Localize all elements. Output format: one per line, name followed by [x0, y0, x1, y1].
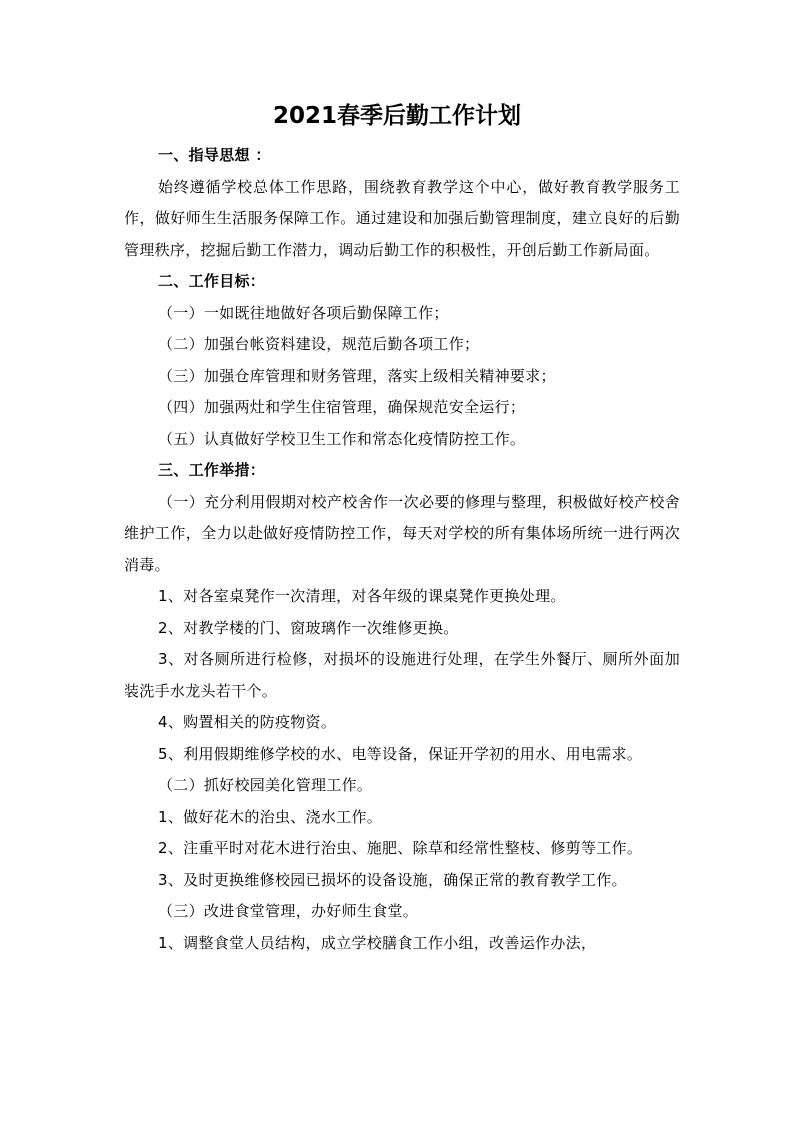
list-item: 3、及时更换维修校园已损坏的设备设施，确保正常的教育教学工作。: [158, 870, 627, 889]
section-heading: 三、工作举措：: [158, 461, 266, 479]
subsection-heading: （三）改进食堂管理，办好师生食堂。: [158, 902, 419, 920]
list-item: 4、购置相关的防疫物资。: [158, 713, 337, 731]
list-item: （二）加强台帐资料建设，规范后勤各项工作；: [158, 335, 480, 353]
section-heading: 二、工作目标：: [158, 272, 266, 290]
list-item: 1、对各室桌凳作一次清理，对各年级的课桌凳作更换处理。: [158, 587, 566, 605]
list-item: 2、对教学楼的门、窗玻璃作一次维修更换。: [158, 618, 459, 637]
paragraph: （一）充分利用假期对校产校舍作一次必要的修理与整理，积极做好校产校舍维护工作，全力以赴做好疫情防控工作，每天对学校的所有集体场所统一进行两次消毒。: [124, 492, 680, 574]
document-title: 2021春季后勤工作计划: [272, 103, 521, 129]
subsection-heading: （二）抓好校园美化管理工作。: [158, 776, 373, 794]
list-item: 1、做好花木的治虫、浇水工作。: [158, 807, 383, 826]
list-item: 1、调整食堂人员结构，成立学校膳食工作小组，改善运作办法，: [158, 933, 597, 952]
list-item: 2、注重平时对花木进行治虫、施肥、除草和经常性整枝、修剪等工作。: [158, 839, 643, 857]
section-heading: 一、指导思想 ：: [158, 146, 271, 164]
list-item: 5、利用假期维修学校的水、电等设备，保证开学初的用水、用电需求。: [158, 744, 643, 763]
list-item: 3、对各厕所进行检修，对损坏的设施进行处理，在学生外餐厅、厕所外面加装洗手水龙头若干个。: [124, 650, 680, 700]
list-item: （四）加强两灶和学生住宿管理，确保规范安全运行；: [158, 398, 526, 416]
list-item: （一）一如既往地做好各项后勤保障工作；: [158, 303, 449, 322]
list-item: （五）认真做好学校卫生工作和常态化疫情防控工作。: [158, 429, 526, 448]
list-item: （三）加强仓库管理和财务管理，落实上级相关精神要求；: [158, 366, 556, 385]
document-body: [124, 140, 680, 959]
paragraph: 始终遵循学校总体工作思路，围绕教育教学这个中心，做好教育教学服务工作，做好师生生活服务保障工作。通过建设和加强后勤管理制度，建立良好的后勤管理秩序，挖掘后勤工作潜力，调动后勤工作的积极性，开创后勤工作新局面。: [124, 177, 680, 259]
